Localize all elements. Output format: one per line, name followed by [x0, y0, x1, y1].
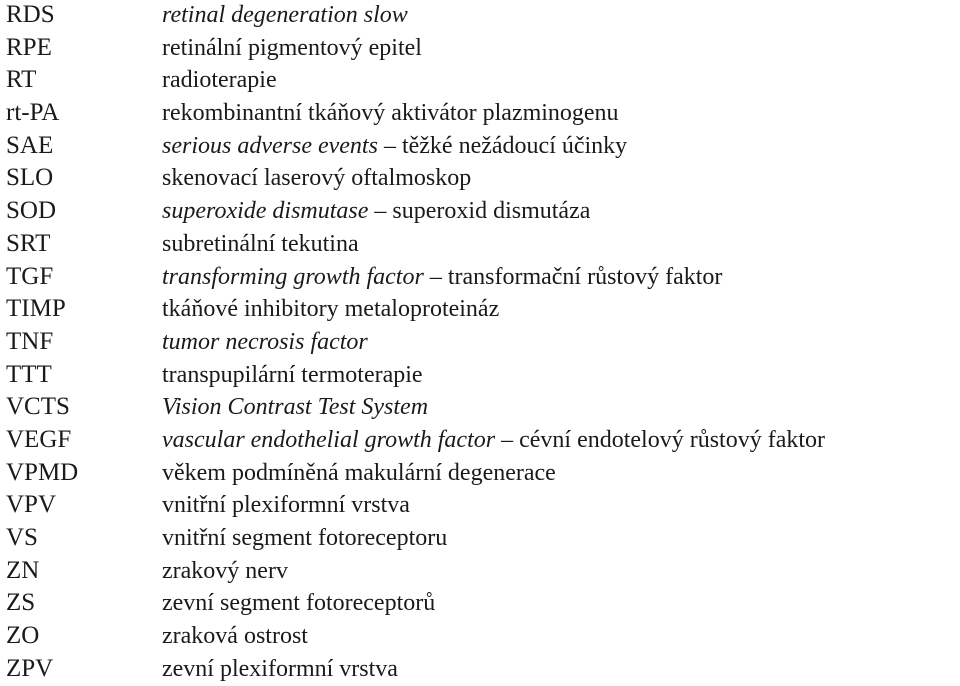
definition	[162, 523, 447, 553]
czech-term: zrakový nerv	[162, 557, 288, 584]
abbreviation: SLO	[6, 164, 54, 192]
definition	[162, 556, 288, 586]
czech-term: těžké nežádoucí účinky	[401, 132, 628, 159]
definition	[162, 360, 423, 390]
abbreviation: VCTS	[6, 393, 70, 421]
glossary-row	[0, 621, 960, 654]
abbreviation: VEGF	[6, 425, 72, 453]
abbreviation: VPV	[6, 491, 57, 519]
abbreviation: TTT	[6, 360, 52, 388]
definition	[162, 131, 627, 161]
abbreviation: TGF	[6, 262, 54, 290]
definition	[162, 458, 556, 488]
glossary-row	[0, 360, 960, 393]
definition	[162, 490, 410, 520]
definition	[162, 98, 619, 128]
abbreviation: RT	[6, 66, 37, 94]
glossary-row	[0, 654, 960, 686]
definition	[162, 229, 359, 259]
glossary-row	[0, 425, 960, 458]
definition	[162, 33, 422, 63]
czech-term: tkáňové inhibitory metaloproteináz	[162, 296, 500, 323]
definition	[162, 196, 590, 226]
abbreviation: SOD	[6, 197, 57, 225]
definition	[162, 163, 471, 193]
definition-separator: –	[423, 263, 448, 290]
glossary-row	[0, 588, 960, 621]
abbreviation: SRT	[6, 229, 51, 257]
glossary-row	[0, 131, 960, 164]
glossary-row	[0, 556, 960, 589]
definition	[162, 654, 398, 684]
czech-term: transpupilární termoterapie	[162, 361, 423, 388]
abbreviation: TIMP	[6, 295, 66, 323]
abbreviation: ZS	[6, 589, 36, 617]
english-term: superoxide dismutase	[162, 198, 369, 225]
definition-separator: –	[368, 198, 393, 225]
definition	[162, 588, 435, 618]
definition	[162, 392, 428, 422]
czech-term: superoxid dismutáza	[392, 198, 591, 225]
glossary-row	[0, 98, 960, 131]
glossary-row	[0, 490, 960, 523]
english-term: Vision Contrast Test System	[162, 394, 429, 421]
glossary-row	[0, 65, 960, 98]
czech-term: cévní endotelový růstový faktor	[519, 426, 826, 453]
czech-term: věkem podmíněná makulární degenerace	[162, 459, 556, 486]
czech-term: transformační růstový faktor	[447, 263, 723, 290]
english-term: tumor necrosis factor	[162, 328, 368, 355]
glossary-row	[0, 33, 960, 66]
czech-term: skenovací laserový oftalmoskop	[162, 165, 472, 192]
czech-term: zraková ostrost	[162, 623, 308, 650]
definition	[162, 294, 499, 324]
abbreviation: ZO	[6, 622, 40, 650]
english-term: vascular endothelial growth factor	[162, 426, 496, 453]
definition	[162, 327, 368, 357]
glossary-row	[0, 392, 960, 425]
czech-term: retinální pigmentový epitel	[162, 34, 422, 61]
glossary-row	[0, 0, 960, 33]
glossary-row	[0, 262, 960, 295]
czech-term: vnitřní plexiformní vrstva	[162, 492, 410, 519]
czech-term: zevní segment fotoreceptorů	[162, 590, 436, 617]
glossary-row	[0, 523, 960, 556]
abbreviation: VS	[6, 524, 38, 551]
abbreviation: rt-PA	[6, 99, 60, 127]
abbreviation: SAE	[6, 131, 54, 159]
glossary-row	[0, 163, 960, 196]
definition	[162, 65, 277, 95]
czech-term: vnitřní segment fotoreceptoru	[162, 525, 448, 551]
definition-separator: –	[377, 132, 402, 159]
definition	[162, 425, 825, 455]
definition	[162, 0, 408, 30]
english-term: transforming growth factor	[162, 263, 424, 290]
glossary-row	[0, 196, 960, 229]
definition	[162, 621, 308, 651]
czech-term: radioterapie	[162, 67, 277, 94]
glossary-row	[0, 327, 960, 360]
glossary-row	[0, 458, 960, 491]
definition	[162, 262, 722, 292]
abbreviation: VPMD	[6, 458, 79, 486]
glossary-row	[0, 229, 960, 262]
definition-separator: –	[495, 426, 520, 453]
glossary-row	[0, 294, 960, 327]
abbreviation: ZN	[6, 556, 40, 584]
abbreviation: RPE	[6, 33, 52, 61]
czech-term: subretinální tekutina	[162, 230, 359, 257]
abbreviation: TNF	[6, 327, 54, 355]
czech-term: zevní plexiformní vrstva	[162, 655, 398, 682]
abbreviation: RDS	[6, 1, 55, 28]
english-term: serious adverse events	[162, 132, 378, 159]
czech-term: rekombinantní tkáňový aktivátor plazminogenu	[162, 100, 619, 127]
english-term: retinal degeneration slow	[162, 2, 408, 28]
abbreviation: ZPV	[6, 654, 54, 682]
